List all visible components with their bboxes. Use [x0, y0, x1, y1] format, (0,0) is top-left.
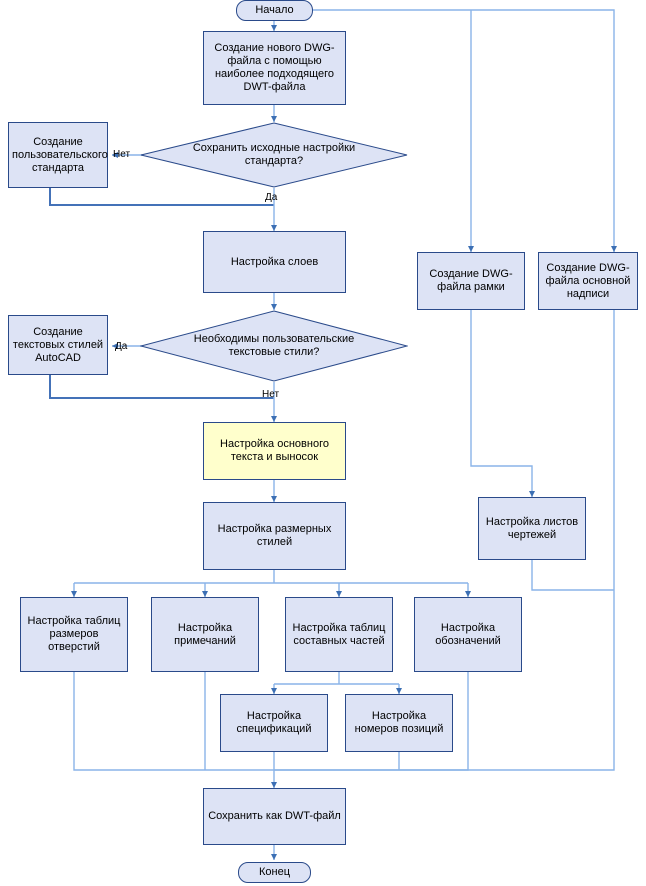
node-symbols[interactable]: [414, 597, 522, 672]
node-layers[interactable]: [203, 231, 346, 293]
node-specifications[interactable]: [220, 694, 328, 752]
node-hole-tables-label: Настройка таблиц размеров отверстий: [27, 615, 121, 653]
edge-label-keep-standard-no: Нет: [113, 149, 131, 160]
node-frame-dwg-label: Создание DWG-файла рамки: [429, 268, 513, 293]
node-new-dwg[interactable]: [203, 31, 346, 105]
node-frame-dwg[interactable]: [417, 252, 525, 310]
node-text-styles-label: Создание текстовых стилей AutoCAD: [12, 325, 104, 364]
node-main-text-label: Настройка основного текста и выносок: [220, 438, 329, 463]
decision-need-text-styles-label: Необходимы пользовательские текстовые стили?: [193, 333, 355, 358]
node-title-block-dwg[interactable]: [538, 252, 638, 310]
node-symbols-label: Настройка обозначений: [435, 621, 501, 647]
node-text-styles[interactable]: [8, 315, 108, 375]
decision-keep-standard[interactable]: [140, 122, 408, 188]
edge-label-keep-standard-yes: Да: [265, 192, 278, 203]
decision-keep-standard-label: Сохранить исходные настройки стандарта?: [192, 142, 356, 167]
terminator-end-label: Конец: [258, 866, 291, 878]
node-save-dwt[interactable]: [203, 788, 346, 845]
edge-label-need-text-styles-no: Нет: [262, 389, 280, 400]
node-main-text[interactable]: [203, 422, 346, 480]
node-save-dwt-label: Сохранить как DWT-файл: [208, 810, 341, 822]
node-sheets-label: Настройка листов чертежей: [485, 515, 579, 541]
terminator-start-label: Начало: [255, 4, 294, 16]
node-user-standard[interactable]: [8, 122, 108, 188]
terminator-end: [238, 862, 311, 883]
node-new-dwg-label: Создание нового DWG-файла с помощью наиболее подходящего DWT-файла: [214, 42, 335, 93]
node-part-tables-label: Настройка таблиц составных частей: [292, 621, 386, 647]
node-balloons-label: Настройка номеров позиций: [354, 710, 444, 735]
node-user-standard-label: Создание пользовательского стандарта: [12, 135, 108, 174]
node-notes-label: Настройка примечаний: [174, 621, 236, 647]
terminator-start: [236, 0, 313, 21]
node-dimension-styles[interactable]: [203, 502, 346, 570]
node-dimension-styles-label: Настройка размерных стилей: [217, 523, 332, 548]
decision-need-text-styles[interactable]: [140, 310, 408, 382]
node-notes[interactable]: [151, 597, 259, 672]
node-title-block-dwg-label: Создание DWG-файла основной надписи: [545, 261, 631, 300]
node-hole-tables[interactable]: [20, 597, 128, 672]
node-part-tables[interactable]: [285, 597, 393, 672]
node-balloons[interactable]: [345, 694, 453, 752]
edge-label-need-text-styles-yes: Да: [115, 341, 128, 352]
node-sheets[interactable]: [478, 497, 586, 560]
node-layers-label: Настройка слоев: [230, 255, 319, 268]
node-specifications-label: Настройка спецификаций: [236, 710, 312, 735]
